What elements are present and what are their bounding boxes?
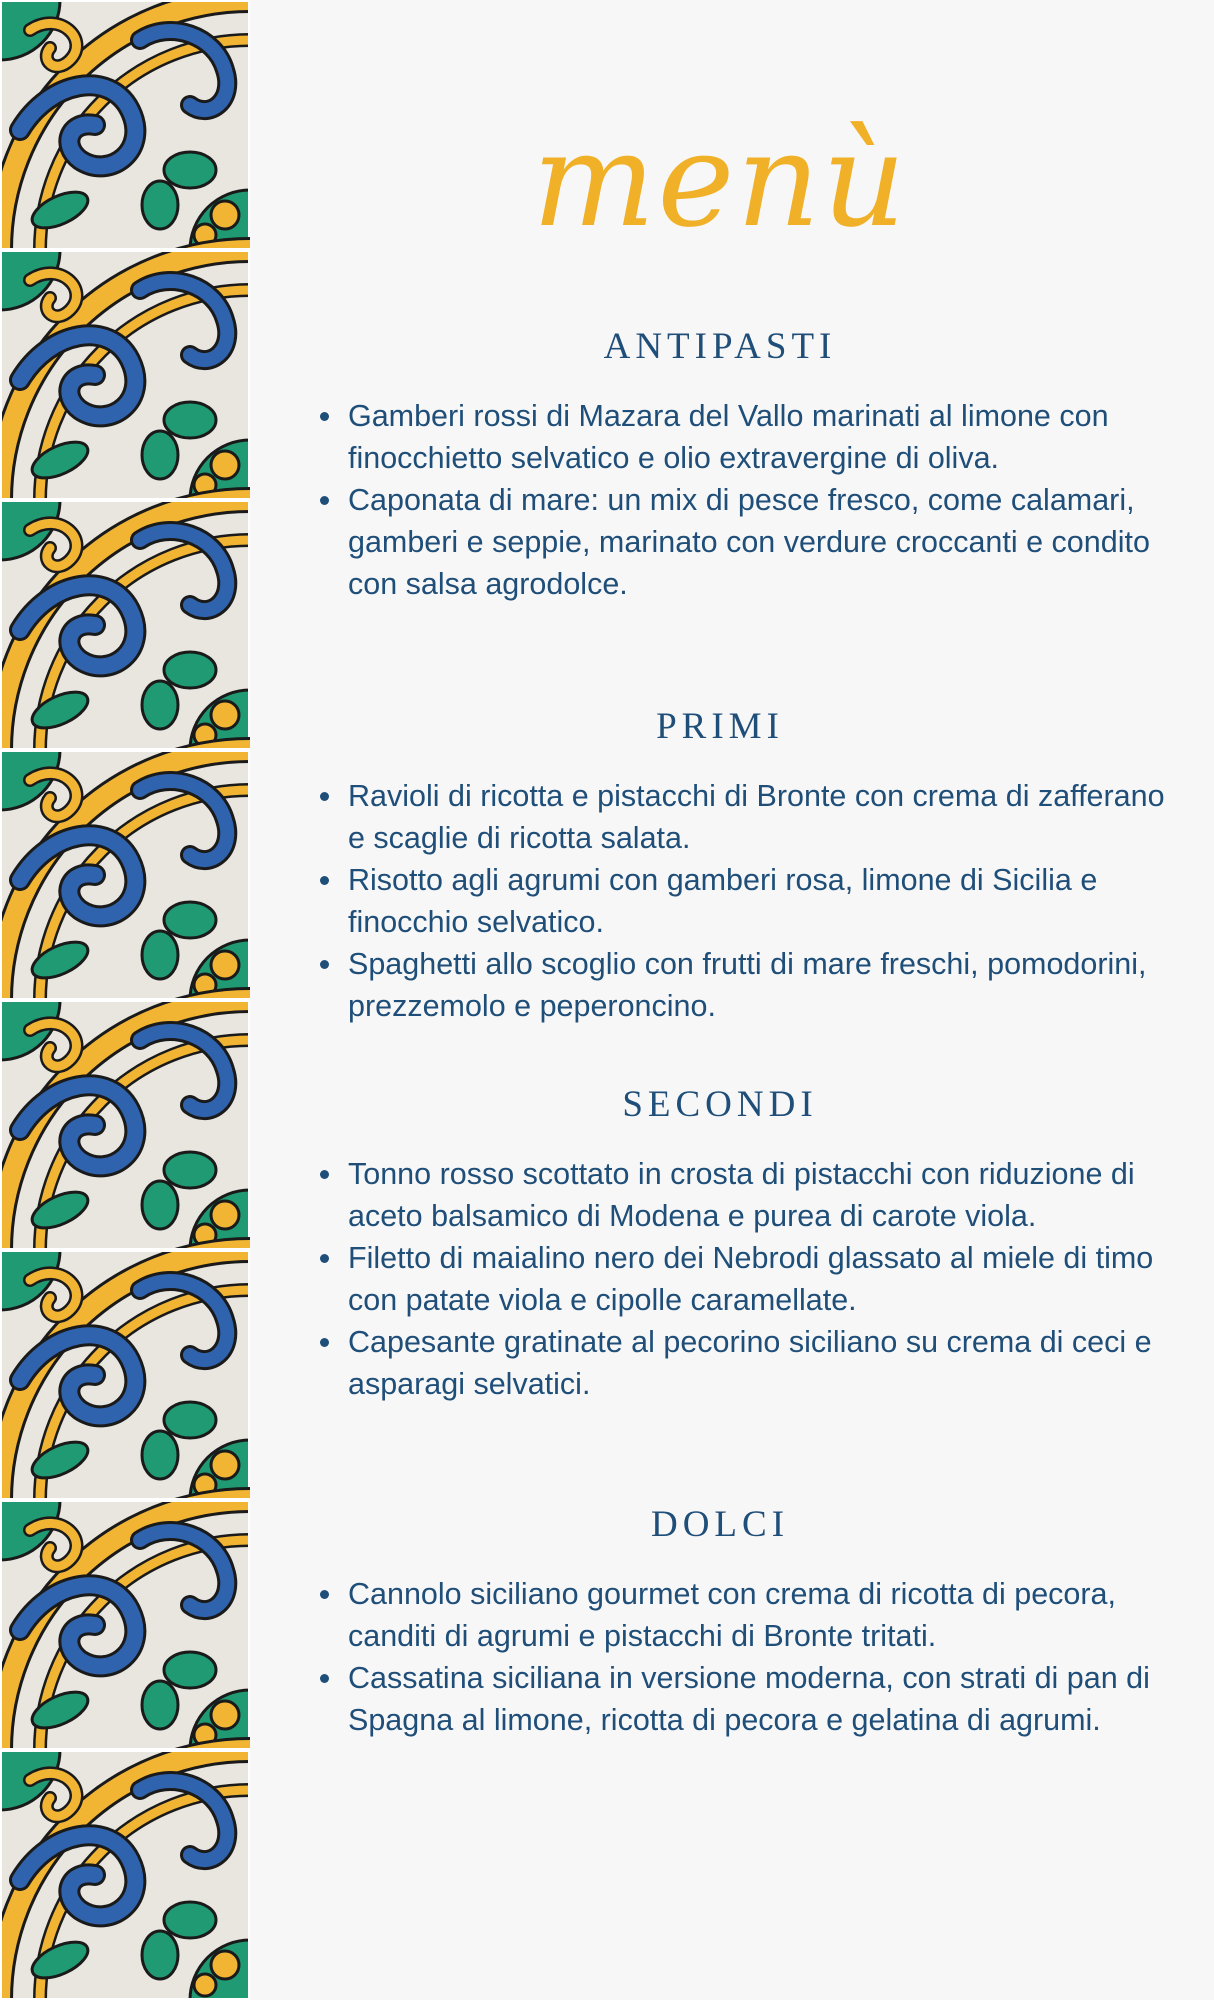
list-item: Caponata di mare: un mix di pesce fresco, come calamari, gamberi e seppie, marinato con verdure croccanti e condito con salsa agrodolce. — [348, 479, 1178, 605]
list-item: Filetto di maialino nero dei Nebrodi glassato al miele di timo con patate viola e cipolle caramellate. — [348, 1237, 1178, 1321]
list-item: Ravioli di ricotta e pistacchi di Bronte con crema di zafferano e scaglie di ricotta salata. — [348, 775, 1178, 859]
section-antipasti — [310, 328, 1170, 605]
list-item: Cassatina siciliana in versione moderna, con strati di pan di Spagna al limone, ricotta di pecora e gelatina di agrumi. — [348, 1657, 1178, 1741]
list-item: Gamberi rossi di Mazara del Vallo marinati al limone con finocchietto selvatico e olio extravergine di oliva. — [348, 395, 1178, 479]
list-item: Spaghetti allo scoglio con frutti di mare freschi, pomodorini, prezzemolo e peperoncino. — [348, 943, 1178, 1027]
list-item: Risotto agli agrumi con gamberi rosa, limone di Sicilia e finocchio selvatico. — [348, 859, 1178, 943]
list-item: Tonno rosso scottato in crosta di pistacchi con riduzione di aceto balsamico di Modena e purea di carote viola. — [348, 1153, 1178, 1237]
section-dolci — [310, 1506, 1170, 1741]
section-secondi — [310, 1086, 1170, 1405]
dish-list — [310, 775, 1170, 1027]
section-primi — [310, 708, 1170, 1027]
section-heading: ANTIPASTI — [603, 326, 837, 367]
section-heading: DOLCI — [650, 1504, 790, 1545]
dish-list — [310, 1153, 1170, 1405]
list-item: Cannolo siciliano gourmet con crema di ricotta di pecora, canditi di agrumi e pistacchi di Bronte tritati. — [348, 1573, 1178, 1657]
dish-list — [310, 395, 1170, 605]
dish-list — [310, 1573, 1170, 1741]
section-heading: SECONDI — [622, 1084, 818, 1125]
majolica-tile-border — [0, 0, 250, 2000]
list-item: Capesante gratinate al pecorino siciliano su crema di ceci e asparagi selvatici. — [348, 1321, 1178, 1405]
section-heading: PRIMI — [656, 706, 784, 747]
menu-title: menù — [532, 104, 908, 256]
